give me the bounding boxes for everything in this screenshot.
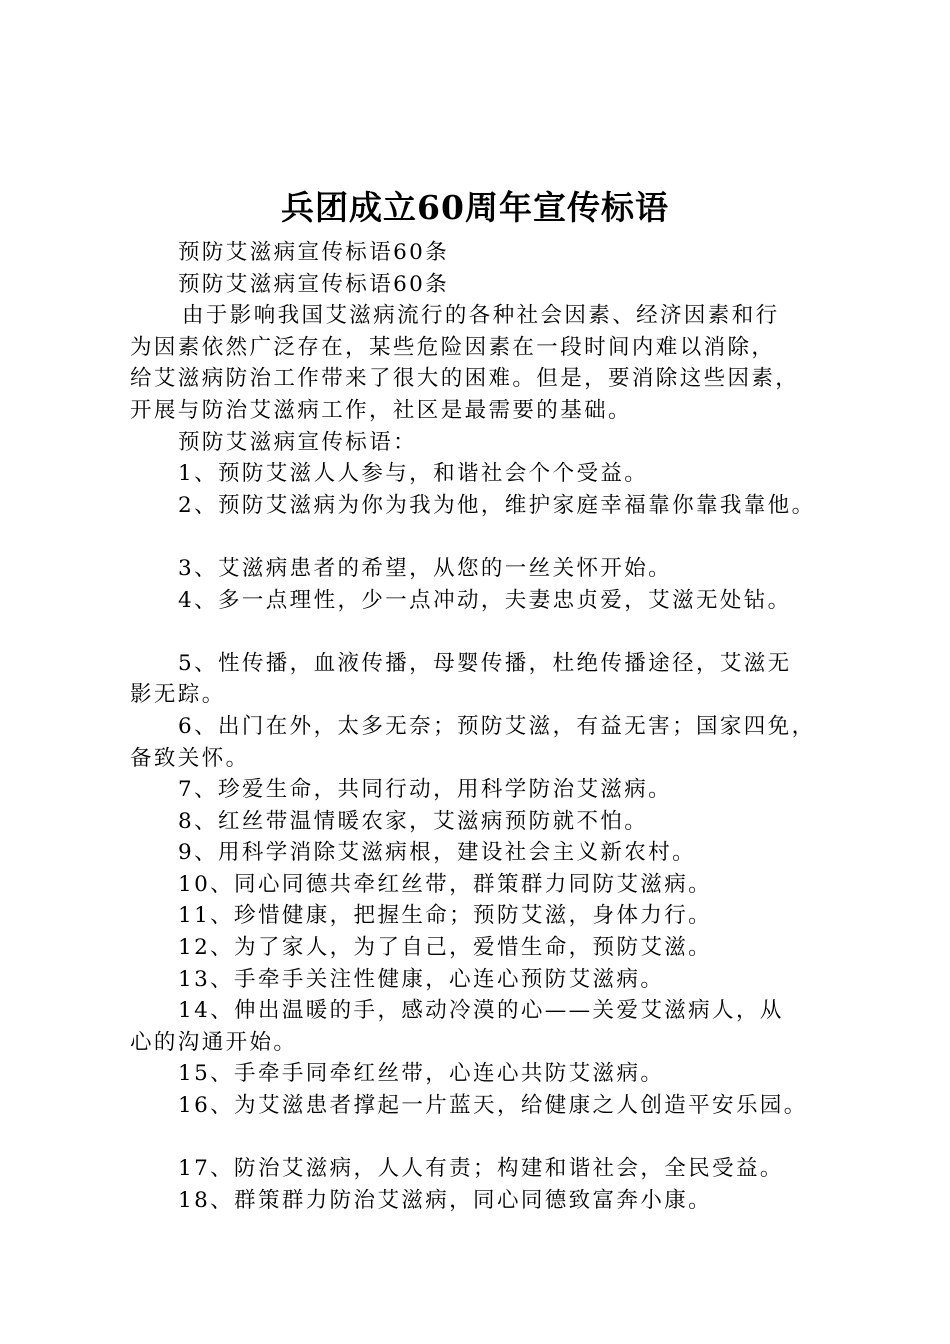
blank-line — [130, 1122, 850, 1154]
intro-line: 由于影响我国艾滋病流行的各种社会因素、经济因素和行 — [182, 303, 780, 329]
list-item: 2、预防艾滋病为你为我为他，维护家庭幸福靠你靠我靠他。 — [178, 492, 816, 518]
list-item: 10、同心同德共牵红丝带，群策群力同防艾滋病。 — [178, 871, 713, 897]
subtitle-line: 预防艾滋病宣传标语60条 — [178, 240, 450, 265]
intro-line: 为因素依然广泛存在，某些危险因素在一段时间内难以消除， — [130, 334, 776, 360]
list-item-continuation: 心的沟通开始。 — [130, 1029, 298, 1055]
list-item: 9、用科学消除艾滋病根，建设社会主义新农村。 — [178, 840, 696, 866]
document-title: 兵团成立60周年宣传标语 — [281, 188, 669, 227]
list-item: 12、为了家人，为了自己，爱惜生命，预防艾滋。 — [178, 935, 713, 961]
list-item-continuation: 影无踪。 — [130, 682, 226, 708]
intro-line: 开展与防治艾滋病工作，社区是最需要的基础。 — [130, 397, 632, 423]
intro-line: 给艾滋病防治工作带来了很大的困难。但是，要消除这些因素， — [130, 366, 800, 392]
subtitle-line: 预防艾滋病宣传标语60条 — [178, 271, 450, 297]
list-item: 1、预防艾滋人人参与，和谐社会个个受益。 — [178, 461, 649, 487]
list-item: 8、红丝带温情暖农家，艾滋病预防就不怕。 — [178, 808, 649, 834]
list-item: 16、为艾滋患者撑起一片蓝天，给健康之人创造平安乐园。 — [178, 1093, 808, 1119]
list-heading: 预防艾滋病宣传标语： — [178, 429, 418, 455]
list-item: 17、防治艾滋病，人人有责；构建和谐社会，全民受益。 — [178, 1156, 784, 1182]
list-item-continuation: 备致关怀。 — [130, 745, 250, 771]
list-item: 11、珍惜健康，把握生命；预防艾滋，身体力行。 — [178, 903, 713, 929]
list-item: 7、珍爱生命，共同行动，用科学防治艾滋病。 — [178, 777, 673, 803]
blank-line — [130, 521, 850, 553]
list-item: 14、伸出温暖的手，感动冷漠的心——关爱艾滋病人，从 — [178, 998, 784, 1024]
list-item: 18、群策群力防治艾滋病，同心同德致富奔小康。 — [178, 1187, 713, 1213]
list-item: 13、手牵手关注性健康，心连心预防艾滋病。 — [178, 966, 665, 992]
blank-line — [130, 616, 850, 648]
list-item: 6、出门在外，太多无奈；预防艾滋，有益无害；国家四免， — [178, 713, 816, 739]
list-item: 4、多一点理性，少一点冲动，夫妻忠贞爱，艾滋无处钻。 — [178, 587, 792, 613]
document-body — [130, 237, 850, 1216]
list-item: 5、性传播，血液传播，母婴传播，杜绝传播途径，艾滋无 — [178, 650, 792, 676]
list-item: 3、艾滋病患者的希望，从您的一丝关怀开始。 — [178, 555, 673, 581]
list-item: 15、手牵手同牵红丝带，心连心共防艾滋病。 — [178, 1061, 665, 1087]
